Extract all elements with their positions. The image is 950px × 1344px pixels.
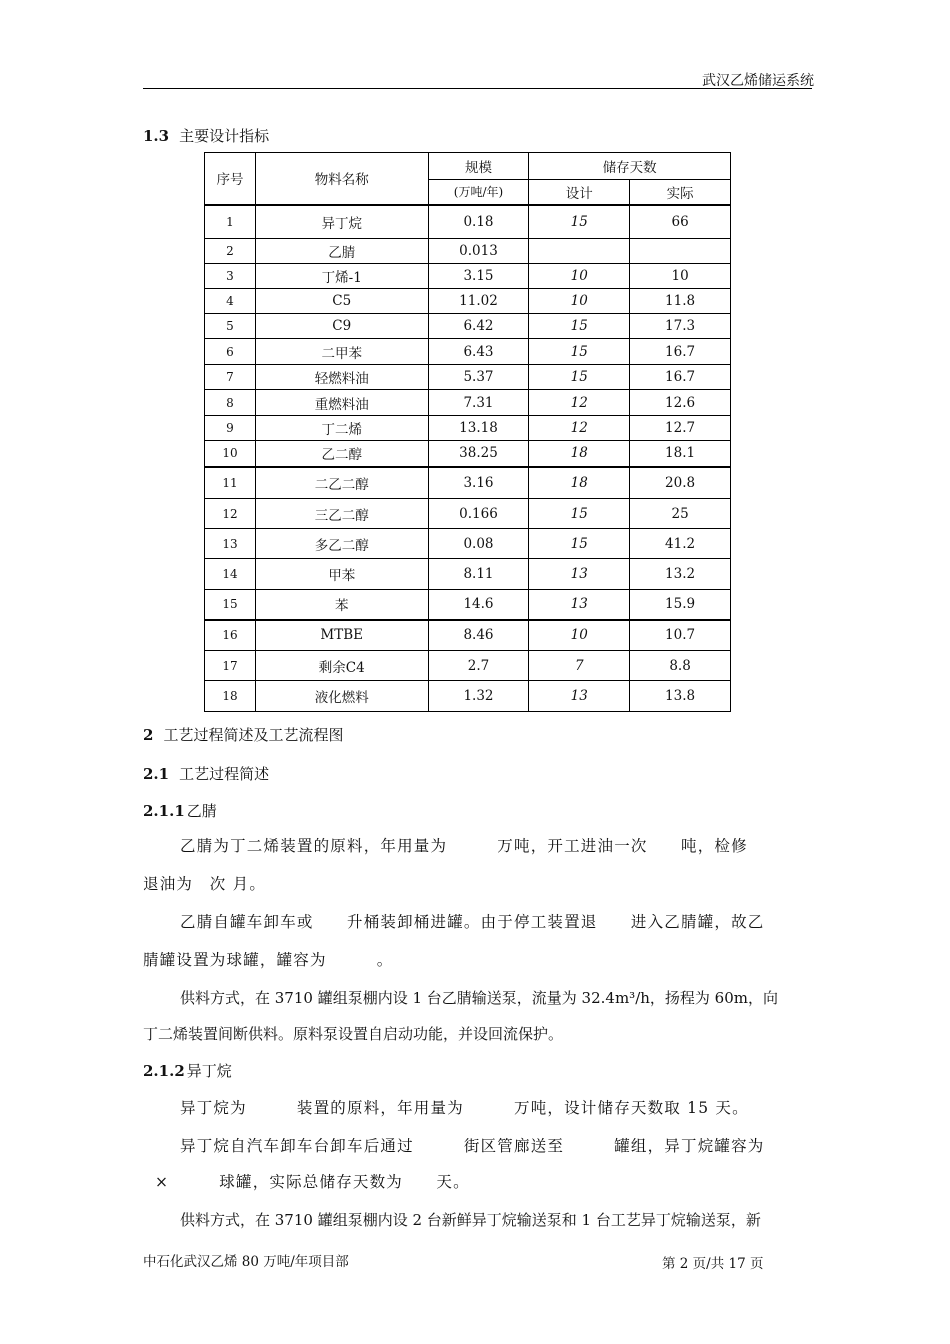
section-title: 主要设计指标 <box>179 127 270 145</box>
cell-material-name: 异丁烷 <box>255 205 428 239</box>
section-heading-2-1-2 <box>143 1060 232 1081</box>
cell-scale: 0.013 <box>428 239 529 264</box>
cell-actual-days: 41.2 <box>630 529 731 559</box>
cell-design-days: 13 <box>529 559 630 590</box>
table-row <box>205 620 731 651</box>
table-row <box>205 416 731 441</box>
table-header-row <box>205 153 731 180</box>
cell-actual-days: 8.8 <box>630 651 731 681</box>
col-header-name: 物料名称 <box>255 153 428 205</box>
design-indicators-table <box>204 152 731 712</box>
cell-material-name: MTBE <box>255 620 428 651</box>
cell-actual-days: 25 <box>630 499 731 529</box>
cell-actual-days: 66 <box>630 205 731 239</box>
cell-design-days: 15 <box>529 529 630 559</box>
cell-actual-days: 13.8 <box>630 681 731 712</box>
cell-scale: 14.6 <box>428 590 529 620</box>
section-heading-2-1-1 <box>143 800 217 821</box>
paragraph-line: × 球罐，实际总储存天数为 天。 <box>155 1173 470 1191</box>
cell-scale: 13.18 <box>428 416 529 441</box>
cell-design-days: 10 <box>529 620 630 651</box>
table-row <box>205 390 731 416</box>
cell-design-days: 15 <box>529 205 630 239</box>
cell-scale: 11.02 <box>428 289 529 314</box>
cell-no: 6 <box>205 339 256 365</box>
paragraph-line: 异丁烷为 装置的原料，年用量为 万吨，设计储存天数取 15 天。 <box>180 1099 749 1117</box>
cell-scale: 0.18 <box>428 205 529 239</box>
cell-actual-days: 11.8 <box>630 289 731 314</box>
cell-no: 14 <box>205 559 256 590</box>
section-number: 1.3 <box>143 127 170 145</box>
cell-design-days: 18 <box>529 441 630 467</box>
cell-no: 10 <box>205 441 256 467</box>
cell-no: 17 <box>205 651 256 681</box>
cell-design-days: 10 <box>529 264 630 289</box>
header-rule <box>143 88 812 89</box>
section-title: 工艺过程简述 <box>179 765 270 783</box>
section-heading-1-3 <box>143 125 269 146</box>
section-number: 2.1.2 <box>143 1062 185 1080</box>
cell-design-days: 15 <box>529 365 630 390</box>
section-number: 2 <box>143 726 154 744</box>
section-heading-2-1 <box>143 763 269 784</box>
cell-no: 16 <box>205 620 256 651</box>
table-row <box>205 529 731 559</box>
cell-scale: 38.25 <box>428 441 529 467</box>
cell-actual-days: 20.8 <box>630 467 731 499</box>
cell-actual-days: 10.7 <box>630 620 731 651</box>
cell-material-name: 多乙二醇 <box>255 529 428 559</box>
cell-scale: 8.46 <box>428 620 529 651</box>
col-header-storage-days: 储存天数 <box>529 153 731 180</box>
cell-material-name: 剩余C4 <box>255 651 428 681</box>
cell-scale: 3.15 <box>428 264 529 289</box>
table-row <box>205 499 731 529</box>
col-header-scale-unit: (万吨/年) <box>428 180 529 205</box>
table-row <box>205 339 731 365</box>
cell-design-days: 15 <box>529 314 630 339</box>
cell-material-name: C9 <box>255 314 428 339</box>
cell-no: 12 <box>205 499 256 529</box>
paragraph-line: 丁二烯装置间断供料。原料泵设置自启动功能，并设回流保护。 <box>143 1025 564 1043</box>
cell-design-days: 18 <box>529 467 630 499</box>
cell-design-days: 13 <box>529 590 630 620</box>
col-header-design: 设计 <box>529 180 630 205</box>
table-row <box>205 559 731 590</box>
table-row <box>205 289 731 314</box>
table-row <box>205 314 731 339</box>
cell-design-days: 12 <box>529 390 630 416</box>
footer-page-number: 第 2 页/共 17 页 <box>662 1256 764 1272</box>
cell-actual-days: 16.7 <box>630 339 731 365</box>
cell-material-name: 乙腈 <box>255 239 428 264</box>
col-header-no: 序号 <box>205 153 256 205</box>
cell-scale: 0.08 <box>428 529 529 559</box>
cell-actual-days: 16.7 <box>630 365 731 390</box>
cell-actual-days: 15.9 <box>630 590 731 620</box>
paragraph-line: 腈罐设置为球罐，罐容为 。 <box>143 951 394 969</box>
cell-material-name: 三乙二醇 <box>255 499 428 529</box>
cell-no: 5 <box>205 314 256 339</box>
cell-scale: 3.16 <box>428 467 529 499</box>
cell-actual-days: 13.2 <box>630 559 731 590</box>
table-row <box>205 365 731 390</box>
cell-scale: 6.43 <box>428 339 529 365</box>
section-number: 2.1 <box>143 765 170 783</box>
paragraph-line: 供料方式，在 3710 罐组泵棚内设 1 台乙腈输送泵，流量为 32.4m³/h，扬程为 60m，向 <box>180 989 778 1007</box>
cell-material-name: 丁二烯 <box>255 416 428 441</box>
cell-no: 18 <box>205 681 256 712</box>
cell-design-days: 13 <box>529 681 630 712</box>
cell-actual-days <box>630 239 731 264</box>
cell-actual-days: 17.3 <box>630 314 731 339</box>
paragraph-line: 乙腈自罐车卸车或 升桶装卸桶进罐。由于停工装置退 进入乙腈罐，故乙 <box>180 913 765 931</box>
cell-scale: 2.7 <box>428 651 529 681</box>
paragraph-line: 供料方式，在 3710 罐组泵棚内设 2 台新鲜异丁烷输送泵和 1 台工艺异丁烷输送泵，新 <box>180 1211 761 1229</box>
cell-no: 8 <box>205 390 256 416</box>
section-heading-2 <box>143 724 343 745</box>
cell-design-days: 12 <box>529 416 630 441</box>
section-title: 异丁烷 <box>186 1062 232 1080</box>
section-title: 工艺过程简述及工艺流程图 <box>163 726 344 744</box>
col-header-actual: 实际 <box>630 180 731 205</box>
cell-scale: 5.37 <box>428 365 529 390</box>
cell-actual-days: 18.1 <box>630 441 731 467</box>
cell-material-name: C5 <box>255 289 428 314</box>
running-header: 武汉乙烯储运系统 <box>702 73 814 89</box>
cell-no: 15 <box>205 590 256 620</box>
cell-no: 1 <box>205 205 256 239</box>
cell-design-days <box>529 239 630 264</box>
cell-scale: 1.32 <box>428 681 529 712</box>
cell-material-name: 轻燃料油 <box>255 365 428 390</box>
cell-no: 2 <box>205 239 256 264</box>
cell-no: 7 <box>205 365 256 390</box>
paragraph-line: 退油为 次 月。 <box>143 875 267 893</box>
cell-no: 11 <box>205 467 256 499</box>
cell-material-name: 苯 <box>255 590 428 620</box>
cell-material-name: 甲苯 <box>255 559 428 590</box>
cell-no: 13 <box>205 529 256 559</box>
cell-actual-days: 12.7 <box>630 416 731 441</box>
table-row <box>205 681 731 712</box>
section-number: 2.1.1 <box>143 802 185 820</box>
table-row <box>205 467 731 499</box>
table-row <box>205 590 731 620</box>
cell-actual-days: 10 <box>630 264 731 289</box>
cell-design-days: 15 <box>529 339 630 365</box>
cell-material-name: 液化燃料 <box>255 681 428 712</box>
paragraph-line: 异丁烷自汽车卸车台卸车后通过 街区管廊送至 罐组，异丁烷罐容为 <box>180 1137 765 1155</box>
cell-material-name: 重燃料油 <box>255 390 428 416</box>
cell-material-name: 二乙二醇 <box>255 467 428 499</box>
cell-actual-days: 12.6 <box>630 390 731 416</box>
table-row <box>205 264 731 289</box>
footer-project-name: 中石化武汉乙烯 80 万吨/年项目部 <box>143 1254 349 1270</box>
table-row <box>205 441 731 467</box>
cell-design-days: 7 <box>529 651 630 681</box>
cell-no: 4 <box>205 289 256 314</box>
cell-material-name: 乙二醇 <box>255 441 428 467</box>
cell-no: 3 <box>205 264 256 289</box>
cell-scale: 7.31 <box>428 390 529 416</box>
cell-design-days: 10 <box>529 289 630 314</box>
cell-scale: 8.11 <box>428 559 529 590</box>
table-row <box>205 239 731 264</box>
paragraph-line: 乙腈为丁二烯装置的原料，年用量为 万吨，开工进油一次 吨，检修 <box>180 837 748 855</box>
section-title: 乙腈 <box>186 802 217 820</box>
table-row <box>205 651 731 681</box>
cell-design-days: 15 <box>529 499 630 529</box>
table-row <box>205 205 731 239</box>
cell-scale: 0.166 <box>428 499 529 529</box>
cell-no: 9 <box>205 416 256 441</box>
cell-material-name: 二甲苯 <box>255 339 428 365</box>
cell-scale: 6.42 <box>428 314 529 339</box>
col-header-scale: 规模 <box>428 153 529 180</box>
cell-material-name: 丁烯-1 <box>255 264 428 289</box>
